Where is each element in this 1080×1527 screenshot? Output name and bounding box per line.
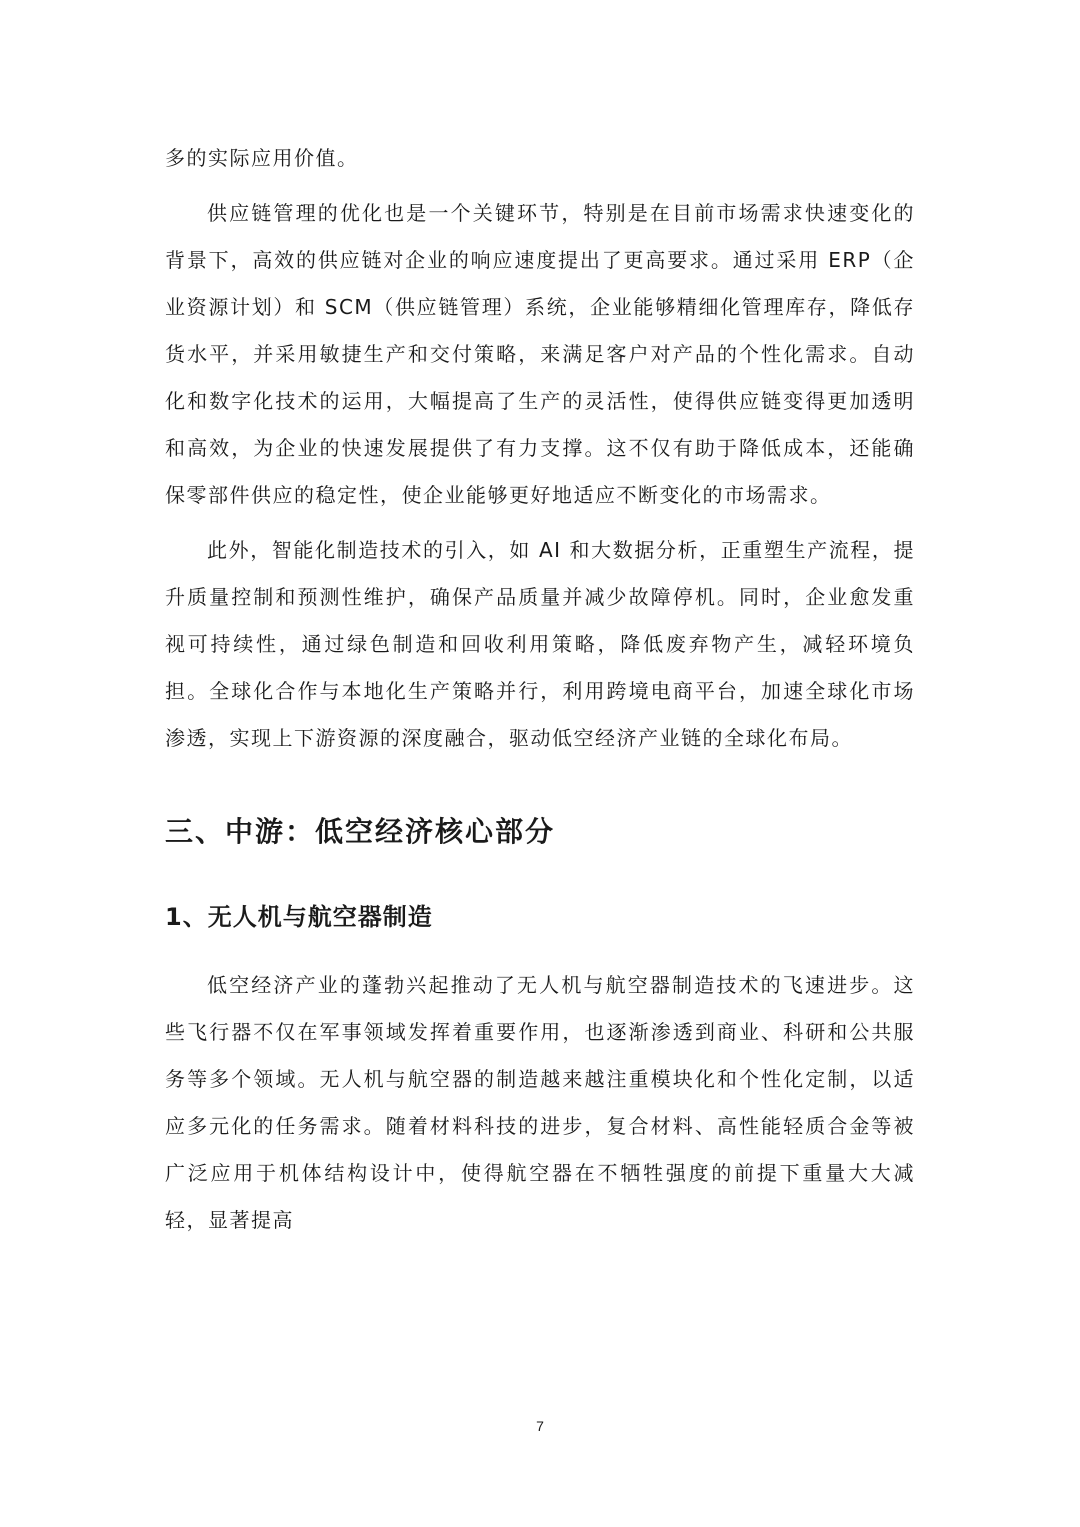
paragraph-continuation: 多的实际应用价值。 (165, 146, 359, 170)
paragraph-supply-chain: 供应链管理的优化也是一个关键环节，特别是在目前市场需求快速变化的背景下，高效的供应链对企业的响应速度提出了更高要求。通过采用 ERP（企业资源计划）和 SCM（供应链管理）系统，企业能够精细化管理库存，降低存货水平，并采用敏捷生产和交付策略，来满足客户对产品的个性化需求。自动化和数字化技术的运用，大幅提高了生产的灵活性，使得供应链变得更加透明和高效，为企业的快速发展提供了有力支撑。这不仅有助于降低成本，还能确保零部件供应的稳定性，使企业能够更好地适应不断变化的市场需求。 (165, 201, 915, 507)
paragraph-smart-manufacturing: 此外，智能化制造技术的引入，如 AI 和大数据分析，正重塑生产流程，提升质量控制和预测性维护，确保产品质量并减少故障停机。同时，企业愈发重视可持续性，通过绿色制造和回收利用策略，降低废弃物产生，减轻环境负担。全球化合作与本地化生产策略并行，利用跨境电商平台，加速全球化市场渗透，实现上下游资源的深度融合，驱动低空经济产业链的全球化布局。 (165, 538, 915, 750)
page-content (165, 135, 915, 1244)
paragraph-drone-manufacturing: 低空经济产业的蓬勃兴起推动了无人机与航空器制造技术的飞速进步。这些飞行器不仅在军事领域发挥着重要作用，也逐渐渗透到商业、科研和公共服务等多个领域。无人机与航空器的制造越来越注重模块化和个性化定制，以适应多元化的任务需求。随着材料科技的进步，复合材料、高性能轻质合金等被广泛应用于机体结构设计中，使得航空器在不牺牲强度的前提下重量大大减轻，显著提高 (165, 973, 915, 1232)
page-number: 7 (536, 1418, 544, 1434)
section-heading: 三、中游：低空经济核心部分 (165, 815, 556, 848)
subsection-heading: 1、无人机与航空器制造 (165, 903, 433, 931)
